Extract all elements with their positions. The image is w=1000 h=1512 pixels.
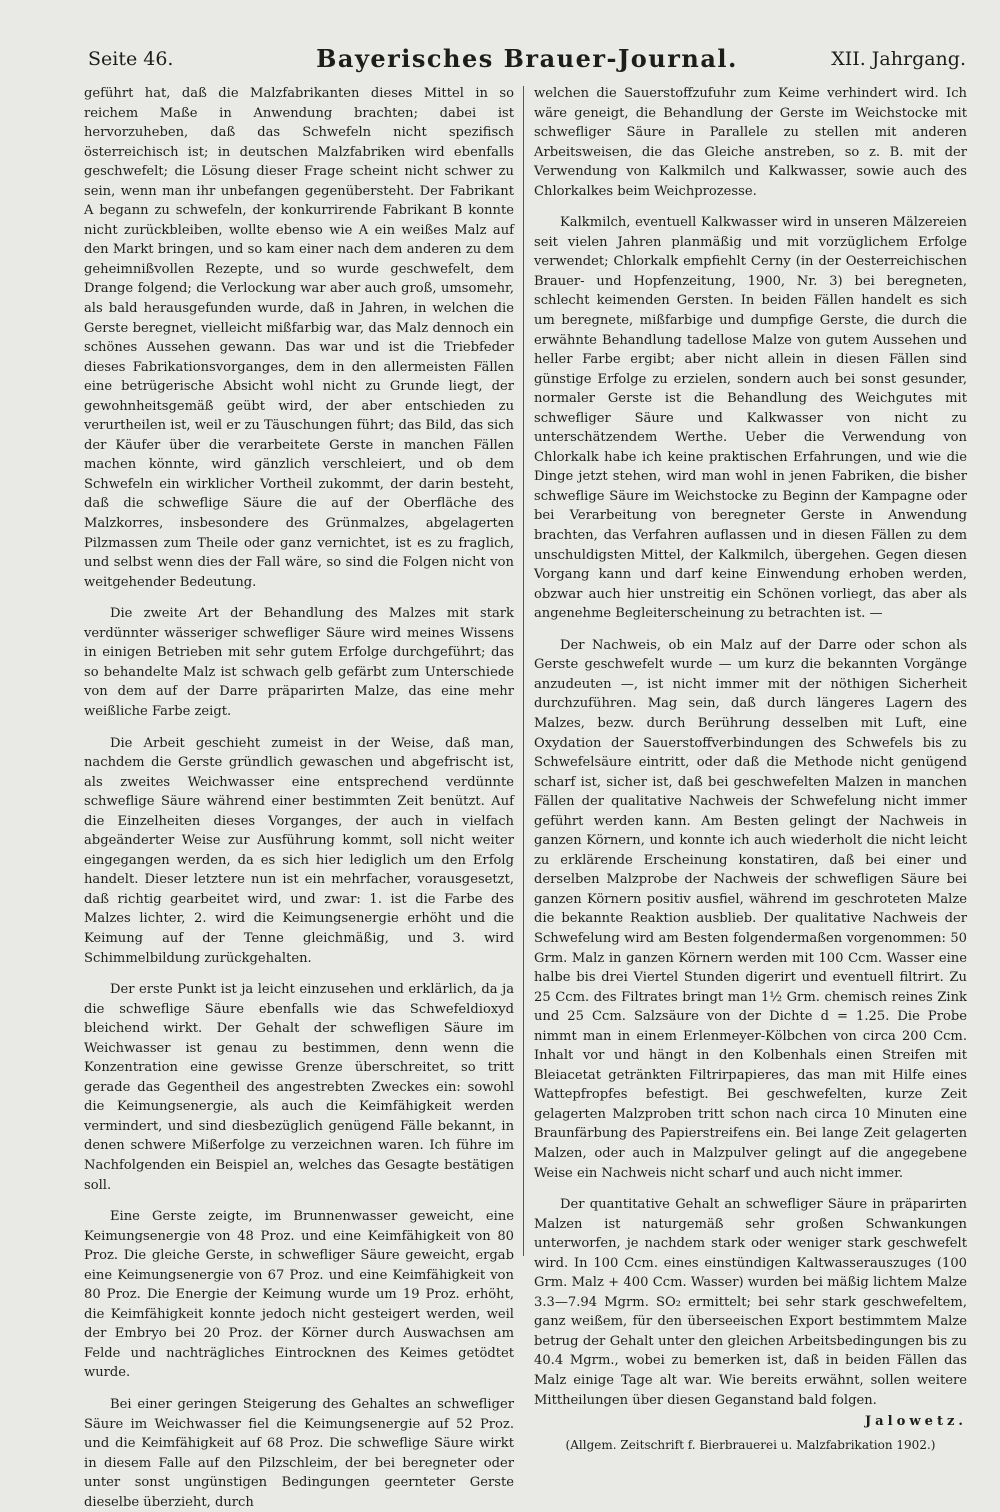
left-column (84, 84, 514, 1510)
source-citation: (Allgem. Zeitschrift f. Bierbrauerei u. Malzfabrikation 1902.) (565, 1437, 936, 1452)
paragraph: Die Arbeit geschieht zumeist in der Weise, daß man, nachdem die Gerste gründlich gewaschen und abgefrischt ist, als zweites Weichwasser eine entsprechend verdünnte schweflige Säure während einer bestimmten Zeit benützt. Auf die Einzelheiten dieses Vorganges, der auch in vielfach abgeänderter Weise zur Ausführung kommt, soll nicht weiter eingegangen werden, da es sich hier lediglich um den Erfolg handelt. Dieser letztere nun ist ein mehrfacher, vorausgesetzt, daß richtig gearbeitet wird, und zwar: 1. ist die Farbe des Malzes lichter, 2. wird die Keimungsenergie erhöht und die Keimung auf der Tenne gleichmäßig, und 3. wird Schimmelbildung zurückgehalten. (84, 735, 514, 966)
paragraph: Die zweite Art der Behandlung des Malzes mit stark verdünnter wässeriger schwefliger Säure wird meines Wissens in einigen Betrieben mit sehr gutem Erfolge durchgeführt; das so behandelte Malz ist schwach gelb gefärbt zum Unterschiede von dem auf der Darre präparirten Malze, das eine mehr weißliche Farbe zeigt. (84, 606, 514, 719)
paragraph: Der erste Punkt ist ja leicht einzusehen und erklärlich, da ja die schweflige Säure ebenfalls wie das Schwefeldioxyd bleichend wirkt. Der Gehalt der schwefligen Säure im Weichwasser ist genau zu bestimmen, denn wenn die Konzentration eine gewisse Grenze überschreitet, so tritt gerade das Gegentheil des angestrebten Zweckes ein: sowohl die Keimungsenergie, als auch die Keimfähigkeit werden vermindert, und sind diesbezüglich genügend Fälle bekannt, in denen schwere Mißerfolge zu verzeichnen waren. Ich führe im Nachfolgenden ein Beispiel an, welches das Gesagte bestätigen soll. (84, 982, 514, 1193)
paragraph: Der Nachweis, ob ein Malz auf der Darre oder schon als Gerste geschwefelt wurde — um kurz die bekannten Vorgänge anzudeuten —, ist nicht immer mit der nöthigen Sicherheit durchzuführen. Mag sein, daß durch längeres Lagern des Malzes, bezw. durch Berührung desselben mit Luft, eine Oxydation der Sauerstoffverbindungen des Schwefels bis zu Schwefelsäure eintritt, oder daß die Methode nicht genügend scharf ist, sicher ist, daß bei geschwefelten Malzen in manchen Fällen der qualitative Nachweis der Schwefelung nicht immer geführt werden kann. Am Besten gelingt der Nachweis in ganzen Körnern, und konnte ich auch wiederholt die nicht leicht zu erklärende Erscheinung konstatiren, daß bei einer und derselben Malzprobe der Nachweis der schwefligen Säure bei ganzen Körnern positiv ausfiel, während im geschroteten Malze die bekannte Reaktion ausblieb. Der qualitative Nachweis der Schwefelung wird am Besten folgendermaßen vorgenommen: 50 Grm. Malz in ganzen Körnern werden mit 100 Ccm. Wasser eine halbe bis drei Viertel Stunden digerirt und eventuell filtrirt. Zu 25 Ccm. des Filtrates bringt man 1½ Grm. chemisch reines Zink und 25 Ccm. Salzsäure von der Dichte d = 1.25. Die Probe nimmt man in einem Erlenmeyer-Kölbchen von circa 200 Ccm. Inhalt vor und hängt in den Kolbenhals einen Streifen mit Bleiacetat getränkten Filtrirpapieres, das man mit Hilfe eines Wattepfropfes befestigt. Bei geschwefelten, kurze Zeit gelagerten Malzproben tritt schon nach circa 10 Minuten eine Braunfärbung des Papierstreifens ein. Bei lange Zeit gelagerten Malzen, oder auch in Malzpulver gelingt auf die angegebene Weise ein Nachweis nicht scharf und auch nicht immer. (534, 637, 967, 1181)
paragraph: Der quantitative Gehalt an schwefliger Säure in präparirten Malzen ist naturgemäß sehr großen Schwankungen unterworfen, je nachdem stark oder weniger stark geschwefelt wird. In 100 Ccm. eines einstündigen Kaltwasserauszuges (100 Grm. Malz + 400 Ccm. Wasser) wurden bei mäßig lichtem Malze 3.3—7.94 Mgrm. SO₂ ermittelt; bei sehr stark geschwefeltem, ganz weißem, für den überseeischen Export bestimmtem Malze betrug der Gehalt unter den gleichen Arbeitsbedingungen bis zu 40.4 Mgrm., wobei zu bemerken ist, daß in beiden Fällen das Malz einige Tage alt war. Wie bereits erwähnt, sollen weitere Mittheilungen über diesen Geganstand bald folgen. (534, 1197, 967, 1408)
paragraph: geführt hat, daß die Malzfabrikanten dieses Mittel in so reichem Maße in Anwendung brachten; dabei ist hervorzuheben, daß das Schwefeln nicht spezifisch österreichisch ist; in deutschen Malzfabriken wird ebenfalls geschwefelt; die Lösung dieser Frage scheint nicht schwer zu sein, wenn man ihr unbefangen gegenübersteht. Der Fabrikant A begann zu schwefeln, der konkurrirende Fabrikant B konnte nicht zurückbleiben, wollte ebenso wie A ein weißes Malz auf den Markt bringen, und so kam einer nach dem anderen zu dem geheimnißvollen Rezepte, und so wurde geschwefelt, dem Drange folgend; die Verlockung war aber auch groß, umsomehr, als bald herausgefunden wurde, daß in Jahren, in welchen die Gerste beregnet, vielleicht mißfarbig war, das Malz dennoch ein schönes Aussehen gewann. Das war und ist die Triebfeder dieses Fabrikationsvorganges, dem in den allermeisten Fällen eine betrügerische Absicht wohl nicht zu Grunde liegt, der gewohnheitsgemäß geübt wird, der aber entschieden zu verurtheilen ist, weil er zu Täuschungen führt; das Bild, das sich der Käufer über die verarbeitete Gerste in manchen Fällen machen könnte, wird gänzlich verschleiert, und ob dem Schwefeln ein wirklicher Vortheil zukommt, der darin besteht, daß die schweflige Säure die auf der Oberfläche des Malzkorres, insbesondere des Grünmalzes, abgelagerten Pilzmassen zum Theile oder ganz vernichtet, ist es zu fraglich, und selbst wenn dies der Fall wäre, so sind die Folgen nicht von weitgehender Bedeutung. (84, 86, 514, 590)
page-header (88, 42, 966, 80)
page-number: Seite 46. (88, 48, 174, 70)
author-signature: Jalowetz. (864, 1414, 967, 1430)
paragraph: Eine Gerste zeigte, im Brunnenwasser geweicht, eine Keimungsenergie von 48 Proz. und eine Keimfähigkeit von 80 Proz. Die gleiche Gerste, in schwefliger Säure geweicht, ergab eine Keimungsenergie von 67 Proz. und eine Keimfähigkeit von 80 Proz. Die Energie der Keimung wurde um 19 Proz. erhöht, die Keimfähigkeit konnte jedoch nicht gesteigert werden, weil der Embryo bei 20 Proz. der Körner durch Auswachsen am Felde und nachträgliches Eintrocknen des Keimes getödtet wurde. (84, 1209, 514, 1381)
paragraph: Kalkmilch, eventuell Kalkwasser wird in unseren Mälzereien seit vielen Jahren planmäßig und mit vorzüglichem Erfolge verwendet; Chlorkalk empfiehlt Cerny (in der Oesterreichischen Brauer- und Hopfenzeitung, 1900, Nr. 3) bei beregneten, schlecht keimenden Gersten. In beiden Fällen handelt es sich um beregnete, mißfarbige und dumpfige Gerste, die durch die erwähnte Behandlung tadellose Malze von gutem Aussehen und heller Farbe ergibt; aber nicht allein in diesen Fällen sind günstige Erfolge zu erzielen, sondern auch bei sonst gesunder, normaler Gerste ist die Behandlung des Weichgutes mit schwefliger Säure und Kalkwasser von nicht zu unterschätzendem Werthe. Ueber die Verwendung von Chlorkalk habe ich keine praktischen Erfahrungen, und wie die Dinge jetzt stehen, wird man wohl in jenen Fabriken, die bisher schweflige Säure im Weichstocke zu Beginn der Kampagne oder bei Verarbeitung von beregneter Gerste in Anwendung brachten, das Verfahren auflassen und in diesen Fällen zu dem unschuldigsten Mittel, der Kalkmilch, übergehen. Gegen diesen Vorgang kann und darf keine Einwendung erhoben werden, obzwar auch hier unstreitig ein Schönen vorliegt, das aber als angenehme Begleiterscheinung zu betrachten ist. — (534, 215, 967, 622)
paragraph: welchen die Sauerstoffzufuhr zum Keime verhindert wird. Ich wäre geneigt, die Behandlung der Gerste im Weichstocke mit schwefliger Säure in Parallele zu stellen mit anderen Arbeitsweisen, die das Gleiche anstreben, so z. B. mit der Verwendung von Kalkmilch und Kalkwasser, sowie auch des Chlorkalkes beim Weichprozesse. (534, 86, 967, 199)
column-divider (523, 86, 524, 1256)
volume-label: XII. Jahrgang. (831, 48, 966, 70)
author-signature-line (534, 1412, 967, 1432)
journal-title: Bayerisches Brauer-Journal. (316, 44, 738, 73)
right-column (534, 84, 967, 1452)
paragraph: Bei einer geringen Steigerung des Gehaltes an schwefliger Säure im Weichwasser fiel die Keimungsenergie auf 52 Proz. und die Keimfähigkeit auf 68 Proz. Die schweflige Säure wirkt in diesem Falle auf den Pilzschleim, der bei beregneter oder unter sonst ungünstigen Bedingungen geernteter Gerste dieselbe überzieht, durch (84, 1397, 514, 1510)
